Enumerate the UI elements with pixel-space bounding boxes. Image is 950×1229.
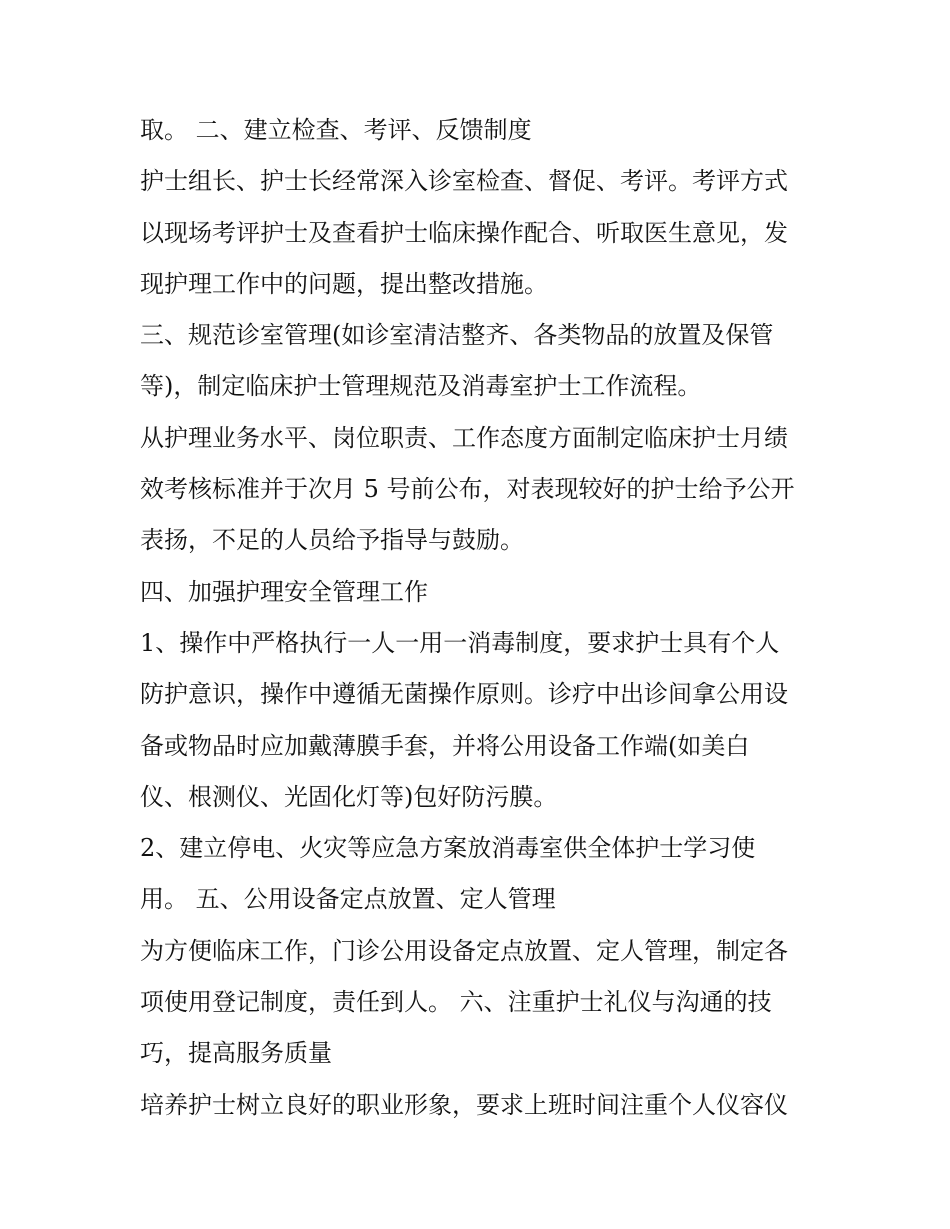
text-line: 表扬，不足的人员给予指导与鼓励。 [140,526,524,555]
text-line: 四、加强护理安全管理工作 [140,577,428,606]
text-line: 取。 二、建立检查、考评、反馈制度 [140,116,532,144]
text-line: 项使用登记制度，责任到人。 六、注重护士礼仪与沟通的技 [140,988,772,1017]
text-line: 2、建立停电、火灾等应急方案放消毒室供全体护士学习使 [140,834,756,863]
text-line: 为方便临床工作，门诊公用设备定点放置、定人管理，制定各 [140,936,788,965]
text-line: 巧，提高服务质量 [140,1039,332,1068]
text-line: 现护理工作中的问题，提出整改措施。 [140,269,548,298]
text-line: 护士组长、护士长经常深入诊室检查、督促、考评。考评方式 [140,167,788,196]
text-line: 以现场考评护士及查看护士临床操作配合、听取医生意见，发 [140,218,788,247]
text-line: 培养护士树立良好的职业形象，要求上班时间注重个人仪容仪 [140,1090,788,1119]
text-line: 效考核标准并于次月 5 号前公布，对表现较好的护士给予公开 [140,475,795,504]
text-line: 用。 五、公用设备定点放置、定人管理 [140,885,556,914]
text-line: 仪、根测仪、光固化灯等)包好防污膜。 [140,782,558,811]
text-line: 1、操作中严格执行一人一用一消毒制度，要求护士具有个人 [140,628,780,657]
text-line: 防护意识，操作中遵循无菌操作原则。诊疗中出诊间拿公用设 [140,680,788,709]
text-line: 备或物品时应加戴薄膜手套，并将公用设备工作端(如美白 [140,731,750,760]
text-line: 从护理业务水平、岗位职责、工作态度方面制定临床护士月绩 [140,423,788,452]
text-line: 等)，制定临床护士管理规范及消毒室护士工作流程。 [140,372,702,401]
document-body [140,105,820,1131]
text-line: 三、规范诊室管理(如诊室清洁整齐、各类物品的放置及保管 [140,321,774,350]
